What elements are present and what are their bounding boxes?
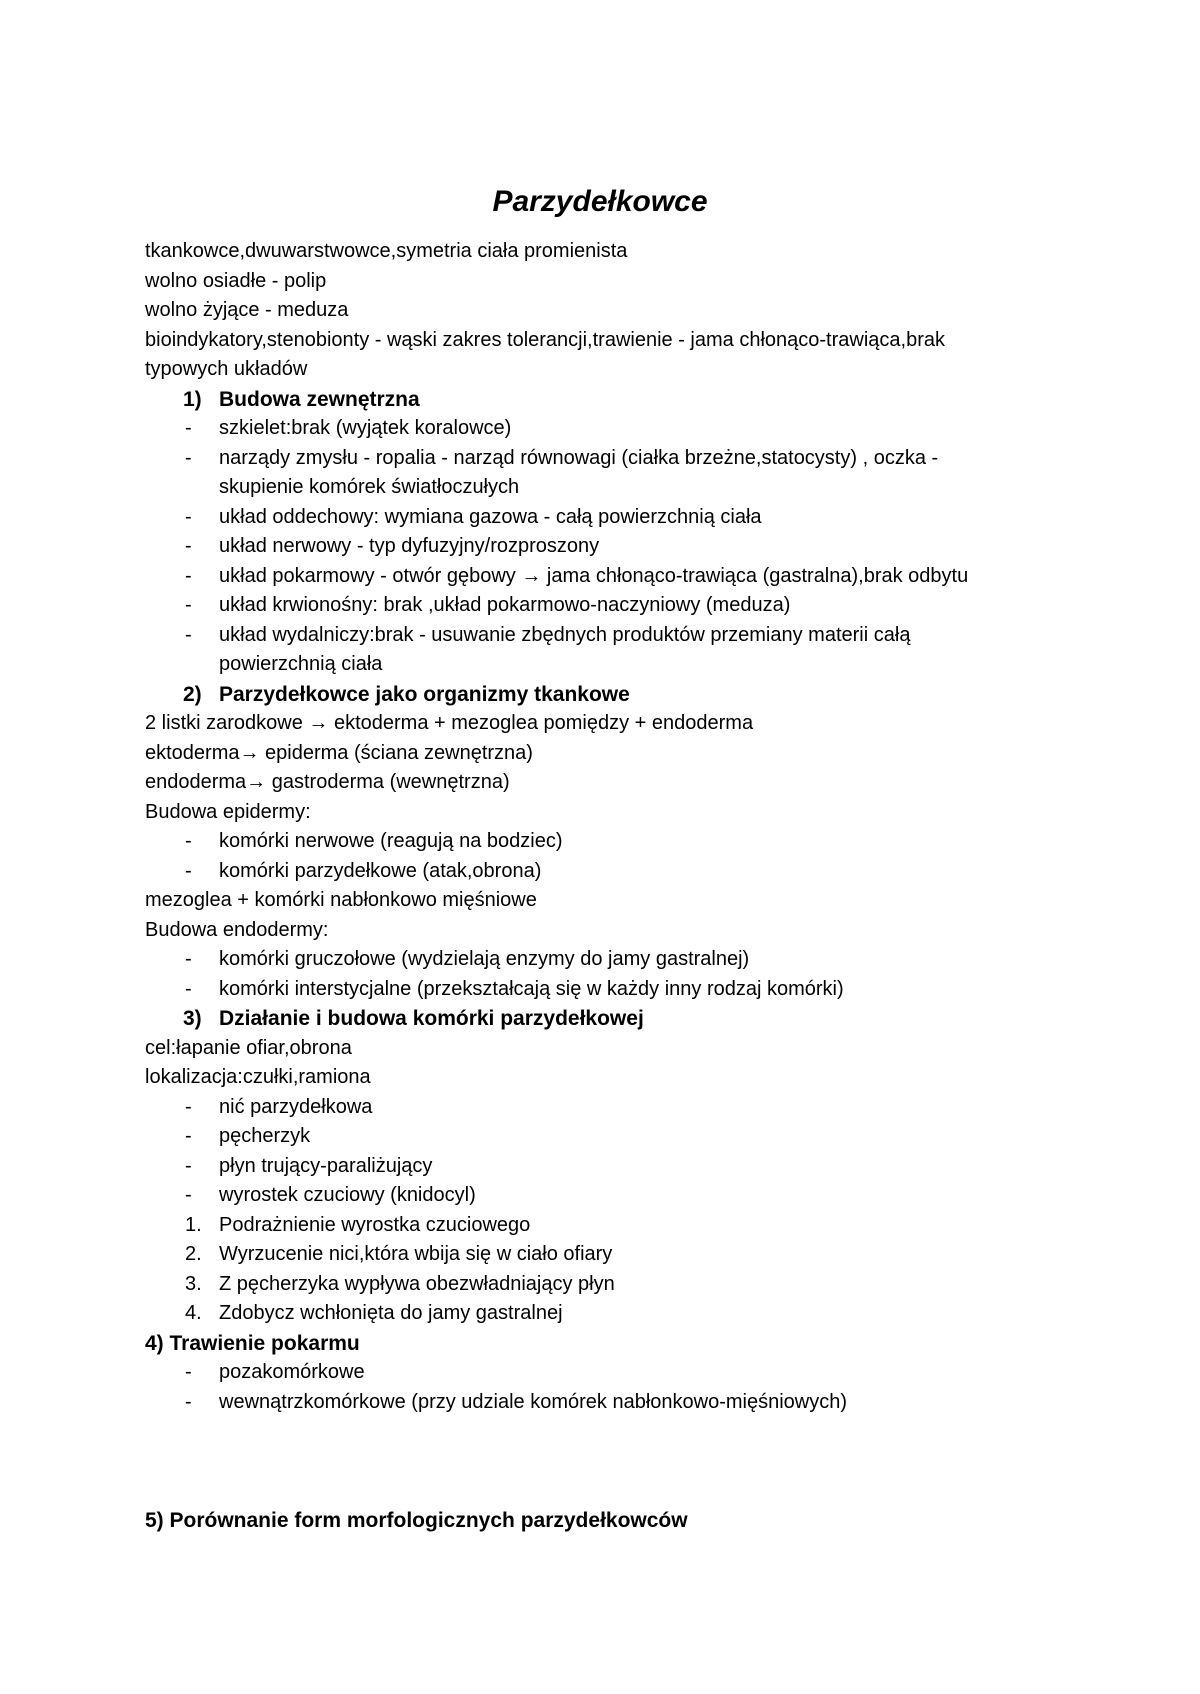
text-line: Budowa endodermy:	[145, 918, 329, 941]
list-item: - narządy zmysłu - ropalia - narząd równowagi (ciałka brzeżne,statocysty) , oczka -	[145, 444, 1075, 474]
blank-space	[145, 1417, 1075, 1506]
dash-bullet: -	[185, 417, 192, 439]
page-title: Parzydełkowce	[492, 185, 708, 218]
list-item: - komórki parzydełkowe (atak,obrona)	[145, 857, 1075, 887]
text-line: lokalizacja:czułki,ramiona	[145, 1066, 371, 1088]
intro-line: tkankowce,dwuwarstwowce,symetria ciała promienista	[145, 240, 628, 262]
text-line: endoderma→ gastroderma (wewnętrzna)	[145, 771, 510, 793]
dash-bullet: -	[185, 948, 192, 970]
intro-line: wolno żyjące - meduza	[145, 299, 349, 321]
list-item: - nić parzydełkowa	[145, 1093, 1075, 1123]
list-item-continuation: powierzchnią ciała	[219, 653, 383, 675]
dash-bullet: -	[185, 535, 192, 557]
section-number: 1)	[183, 387, 202, 411]
list-item: - pozakomórkowe	[145, 1358, 1075, 1388]
dash-bullet: -	[185, 505, 192, 528]
list-item: - szkielet:brak (wyjątek koralowce)	[145, 414, 1075, 444]
list-item: - komórki nerwowe (reagują na bodziec)	[145, 827, 1075, 857]
list-item: - układ oddechowy: wymiana gazowa - całą powierzchnią ciała	[145, 503, 1075, 533]
dash-bullet: -	[185, 859, 192, 882]
list-item: - wyrostek czuciowy (knidocyl)	[145, 1181, 1075, 1211]
list-item: - układ wydalniczy:brak - usuwanie zbędnych produktów przemiany materii całą	[145, 621, 1075, 651]
text-line: mezoglea + komórki nabłonkowo mięśniowe	[145, 889, 537, 911]
list-item: - układ krwionośny: brak ,układ pokarmowo-naczyniowy (meduza)	[145, 591, 1075, 621]
list-item: - wewnątrzkomórkowe (przy udziale komórek nabłonkowo-mięśniowych)	[145, 1388, 1075, 1418]
dash-bullet: -	[185, 1125, 192, 1147]
intro-line: typowych układów	[145, 358, 308, 380]
document-body	[145, 237, 1075, 1536]
numbered-item: 4. Zdobycz wchłonięta do jamy gastralnej	[185, 1302, 563, 1324]
dash-bullet: -	[185, 1154, 192, 1177]
numbered-item: 3. Z pęcherzyka wypływa obezwładniający płyn	[185, 1272, 615, 1295]
dash-bullet: -	[185, 1095, 192, 1118]
section-heading-1	[145, 385, 1075, 415]
text-line: ektoderma→ epiderma (ściana zewnętrzna)	[145, 741, 533, 764]
list-item: - układ nerwowy - typ dyfuzyjny/rozproszony	[145, 532, 1075, 562]
section-number: 2)	[183, 682, 202, 706]
numbered-item: 1. Podrażnienie wyrostka czuciowego	[185, 1213, 531, 1236]
section-title: Parzydełkowce jako organizmy tkankowe	[219, 682, 630, 706]
dash-bullet: -	[185, 977, 192, 1000]
section-heading-3	[145, 1004, 1075, 1034]
text-line: 2 listki zarodkowe → ektoderma + mezoglea pomiędzy + endoderma	[145, 712, 754, 734]
dash-bullet: -	[185, 594, 192, 616]
section-title: Budowa zewnętrzna	[219, 387, 420, 411]
intro-line: wolno osiadłe - polip	[145, 269, 327, 292]
section-heading-5: 5) Porównanie form morfologicznych parzydełkowców	[145, 1509, 688, 1532]
list-item: - płyn trujący-paraliżujący	[145, 1152, 1075, 1182]
dash-bullet: -	[185, 1390, 192, 1413]
dash-bullet: -	[185, 1184, 192, 1206]
list-item: - komórki interstycjalne (przekształcają się w każdy inny rodzaj komórki)	[145, 975, 1075, 1005]
dash-bullet: -	[185, 446, 192, 469]
dash-bullet: -	[185, 1361, 192, 1383]
list-item: - pęcherzyk	[145, 1122, 1075, 1152]
section-heading-2	[145, 680, 1075, 710]
dash-bullet: -	[185, 830, 192, 852]
text-line: Budowa epidermy:	[145, 800, 311, 823]
section-title: Działanie i budowa komórki parzydełkowej	[219, 1007, 644, 1030]
dash-bullet: -	[185, 564, 192, 587]
section-heading-4: 4) Trawienie pokarmu	[145, 1331, 360, 1355]
section-number: 3)	[183, 1007, 202, 1030]
intro-line: bioindykatory,stenobionty - wąski zakres tolerancji,trawienie - jama chłonąco-trawiąca,brak	[145, 328, 945, 351]
list-item: - komórki gruczołowe (wydzielają enzymy do jamy gastralnej)	[145, 945, 1075, 975]
text-line: cel:łapanie ofiar,obrona	[145, 1036, 352, 1059]
numbered-item: 2. Wyrzucenie nici,która wbija się w ciało ofiary	[185, 1243, 613, 1265]
list-item-continuation: skupienie komórek światłoczułych	[219, 476, 520, 498]
list-item: - układ pokarmowy - otwór gębowy → jama chłonąco-trawiąca (gastralna),brak odbytu	[145, 562, 1075, 592]
dash-bullet: -	[185, 623, 192, 646]
